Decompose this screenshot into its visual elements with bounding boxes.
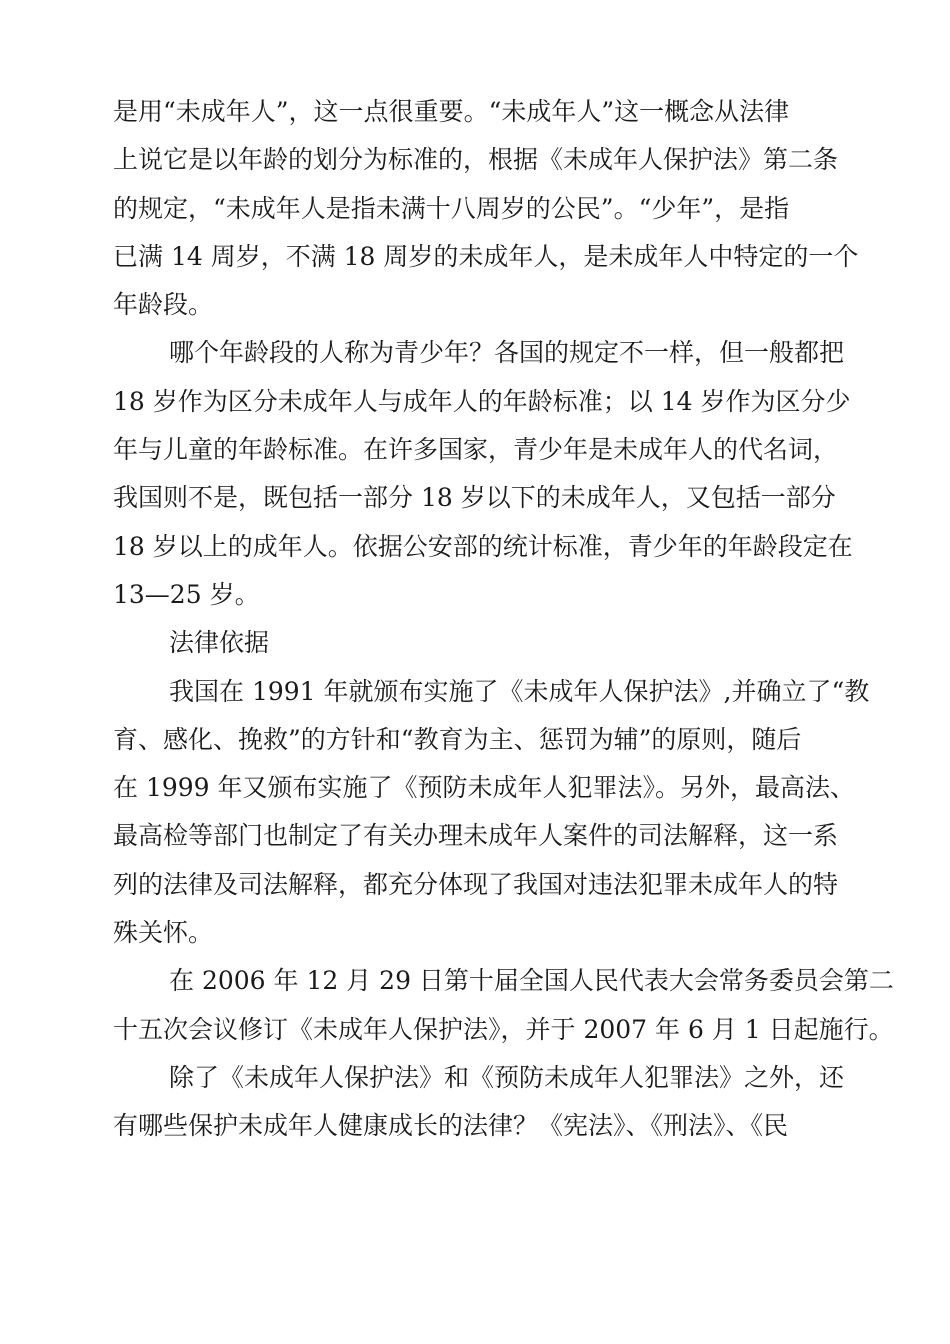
text-line: 13—25 岁。 — [113, 579, 260, 609]
text-line: 18 岁以上的成年人。依据公安部的统计标准，青少年的年龄段定在 — [113, 531, 853, 561]
document-body — [113, 88, 894, 1151]
text-line: 已满 14 周岁，不满 18 周岁的未成年人，是未成年人中特定的一个 — [113, 241, 859, 271]
text-line: 是用“未成年人”，这一点很重要。“未成年人”这一概念从法律 — [113, 97, 790, 126]
text-line: 有哪些保护未成年人健康成长的法律？《宪法》、《刑法》、《民 — [113, 1111, 789, 1141]
text-line: 年龄段。 — [113, 290, 214, 320]
text-line: 年与儿童的年龄标准。在许多国家，青少年是未成年人的代名词， — [113, 435, 839, 465]
text-line: 在 1999 年又颁布实施了《预防未成年人犯罪法》。另外，最高法、 — [113, 773, 856, 803]
text-line: 法律依据 — [169, 628, 270, 658]
text-line: 殊关怀。 — [113, 918, 214, 948]
text-line: 在 2006 年 12 月 29 日第十届全国人民代表大会常务委员会第二 — [169, 966, 894, 996]
text-line: 我国则不是，既包括一部分 18 岁以下的未成年人，又包括一部分 — [113, 483, 836, 513]
text-line: 除了《未成年人保护法》和《预防未成年人犯罪法》之外，还 — [169, 1062, 845, 1092]
text-line: 上说它是以年龄的划分为标准的，根据《未成年人保护法》第二条 — [113, 145, 839, 175]
text-line: 我国在 1991 年就颁布实施了《未成年人保护法》,并确立了“教 — [169, 676, 870, 706]
text-line: 最高检等部门也制定了有关办理未成年人案件的司法解释，这一系 — [113, 821, 839, 851]
text-line: 列的法律及司法解释，都充分体现了我国对违法犯罪未成年人的特 — [113, 869, 839, 899]
text-line: 18 岁作为区分未成年人与成年人的年龄标准；以 14 岁作为区分少 — [113, 386, 851, 416]
text-line: 育、感化、挽救”的方针和“教育为主、惩罚为辅”的原则，随后 — [113, 724, 802, 754]
text-line: 十五次会议修订《未成年人保护法》，并于 2007 年 6 月 1 日起施行。 — [113, 1014, 894, 1044]
text-line: 的规定，“未成年人是指未满十八周岁的公民”。“少年”，是指 — [113, 193, 790, 223]
text-line: 哪个年龄段的人称为青少年？各国的规定不一样，但一般都把 — [169, 338, 845, 368]
